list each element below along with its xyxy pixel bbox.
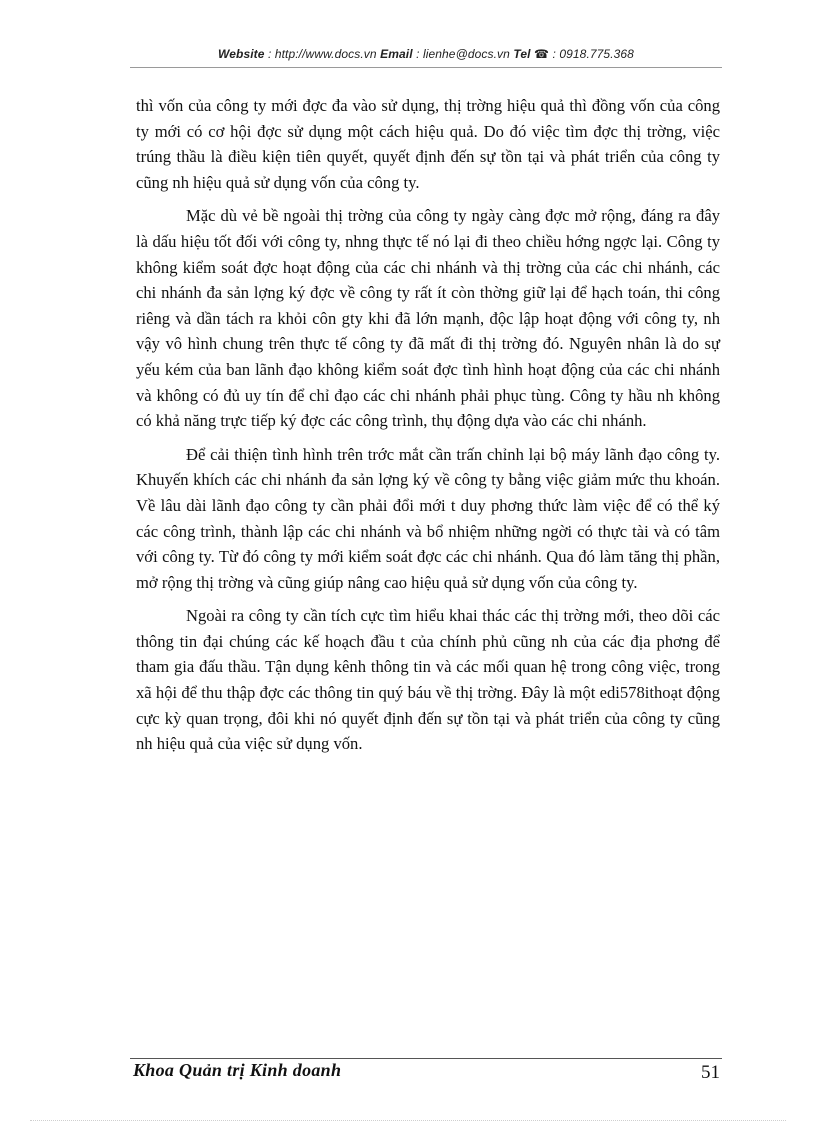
- email-value: : lienhe@docs.vn: [412, 47, 514, 61]
- website-label: Website: [218, 47, 265, 61]
- page-header: [130, 47, 722, 61]
- page-edge-divider: [30, 1120, 786, 1121]
- tel-label: Tel: [513, 47, 531, 61]
- phone-icon: ☎: [533, 47, 550, 61]
- footer-divider: [130, 1058, 722, 1059]
- website-value: : http://www.docs.vn: [264, 47, 381, 61]
- paragraph-1: thì vốn của công ty mới đợc đa vào sử dụng, thị trờng hiệu quả thì đồng vốn của công ty mới có cơ hội đợc sử dụng một cách hiệu quả. Do đó việc tìm đợc thị trờng, việc trúng thầu là điều kiện tiên quyết, quyết định đến sự tồn tại và phát triển của công ty cũng nh hiệu quả sử dụng vốn của công ty.: [136, 96, 720, 192]
- tel-value: : 0918.775.368: [549, 47, 634, 61]
- paragraph-4: Ngoài ra công ty cần tích cực tìm hiểu khai thác các thị trờng mới, theo dõi các thông tin đại chúng các kế hoạch đầu t của chính phủ cũng nh của các địa phơng để tham gia đấu thầu. Tận dụng kênh thông tin và các mối quan hệ trong công việc, trong xã hội để thu thập đợc các thông tin quý báu về thị trờng. Đây là một edi578ithoạt động cực kỳ quan trọng, đôi khi nó quyết định đến sự tồn tại và phát triển của công ty cũng nh hiệu quả của việc sử dụng vốn.: [136, 606, 720, 754]
- page-number: 51: [701, 1062, 720, 1083]
- email-label: Email: [380, 47, 413, 61]
- paragraph-2: Mặc dù vẻ bề ngoài thị trờng của công ty ngày càng đợc mở rộng, đáng ra đây là dấu hiệu tốt đối với công ty, nhng thực tế nó lại đi theo chiều hớng ngợc lại. Công ty không kiểm soát đợc hoạt động của các chi nhánh và thị trờng của các chi nhánh, các chi nhánh đa sản lợng ký đợc về công ty rất ít còn thờng giữ lại để hạch toán, thi công riêng và dần tách ra khỏi côn gty khi đã lớn mạnh, độc lập hoạt động với công ty, nh vậy vô hình chung trên thực tế công ty đã mất đi thị trờng đó. Nguyên nhân là do sự yếu kém của ban lãnh đạo không kiểm soát đợc tình hình hoạt động của các chi nhánh và không có đủ uy tín để chỉ đạo các chi nhánh phải phục tùng. Công ty hầu nh không có khả năng trực tiếp ký đợc các công trình, thụ động dựa vào các chi nhánh.: [136, 206, 720, 431]
- footer-department: Khoa Quản trị Kinh doanh: [133, 1060, 342, 1080]
- header-divider: [130, 67, 722, 68]
- paragraph-3: Để cải thiện tình hình trên trớc mắt cần trấn chỉnh lại bộ máy lãnh đạo công ty. Khuyến khích các chi nhánh đa sản lợng ký về công ty bằng việc giảm mức thu khoán. Về lâu dài lãnh đạo công ty cần phải đổi mới t duy phơng thức làm việc để có thể ký các công trình, thành lập các chi nhánh và bổ nhiệm những ngời có thực tài và có tâm với công ty. Từ đó công ty mới kiểm soát đợc các chi nhánh. Qua đó làm tăng thị phần, mở rộng thị trờng và cũng giúp nâng cao hiệu quả sử dụng vốn của công ty.: [136, 444, 720, 592]
- document-body: [136, 93, 720, 765]
